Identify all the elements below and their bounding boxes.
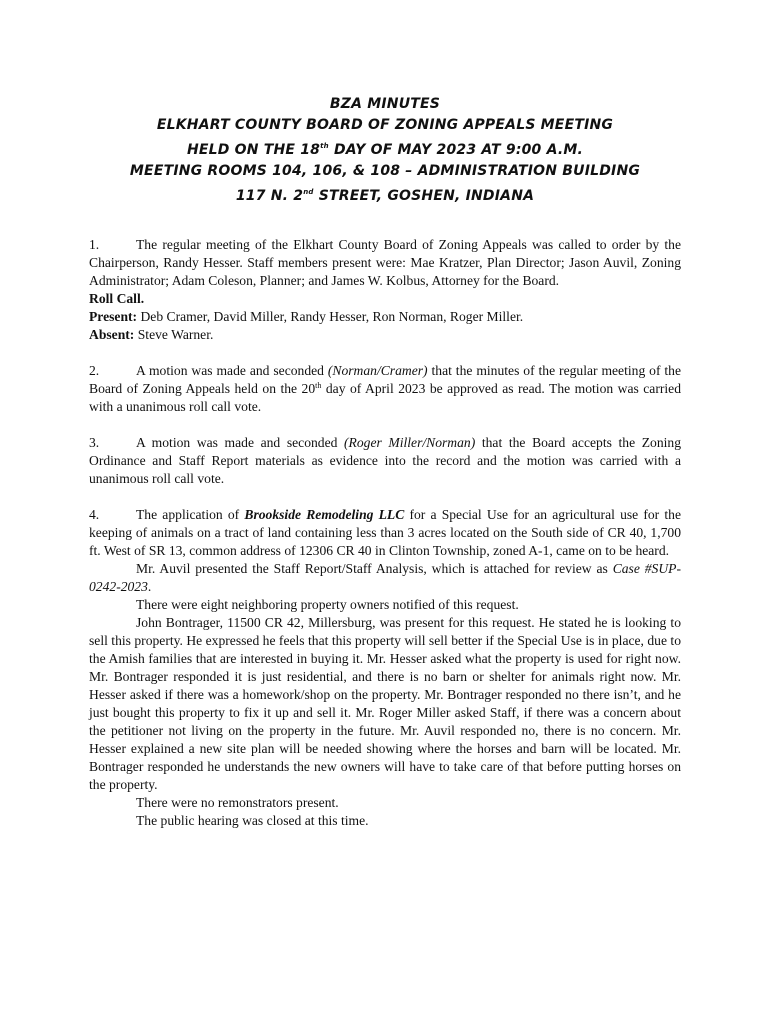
item-2-paragraph xyxy=(89,362,681,416)
header-date-post: DAY OF MAY 2023 AT 9:00 A.M. xyxy=(328,142,584,158)
item-4-paragraph xyxy=(89,506,681,560)
absent-names: Steve Warner. xyxy=(134,327,214,342)
item-2-movers: (Norman/Cramer) xyxy=(327,363,428,378)
item-2-sup: th xyxy=(315,381,322,390)
testimony-paragraph: John Bontrager, 11500 CR 42, Millersburg, was present for this request. He stated he is looking to sell this property. He expressed he feels that this property will sell better if the Special Use is in place, due to the Amish families that are interested in buying it. Mr. Hesser asked what the property is used for right now. Mr. Bontrager responded it is just residential, and there is no barn or shelter for animals right now. Mr. Hesser asked if there was a homework/shop on the property. Mr. Bontrager responded no there isn’t, and he just bought this property to fix it up and sell it. Mr. Roger Miller asked Staff, if there was a concern about the petitioner not living on the property in the future. Mr. Auvil responded no, there is no concern. Mr. Hesser explained a new site plan will be needed showing where the horses and barn will be located. Mr. Bontrager responded he understands the new owners will have to take care of that before putting horses on the property. xyxy=(89,615,681,792)
item-3-text-post: that the Board accepts the Zoning Ordinance and Staff Report materials as evidence into the record and the motion was carried with a unanimous roll call vote. xyxy=(89,435,681,486)
item-1-text: The regular meeting of the Elkhart County Board of Zoning Appeals was called to order by the Chairperson, Randy Hesser. Staff members present were: Mae Kratzer, Plan Director; Jason Auvil, Zoning Administrator; Adam Coleson, Planner; and James W. Kolbus, Attorney for the Board. xyxy=(89,237,681,288)
item-2-text-post: day of April 2023 be approved as read. The motion was carried with a unanimous roll call vote. xyxy=(89,381,681,414)
item-2-text-pre: A motion was made and seconded xyxy=(136,363,328,378)
item-4-number: 4. xyxy=(89,507,100,522)
staff-report-paragraph xyxy=(89,560,681,596)
header-title: BZA MINUTES xyxy=(329,96,441,112)
header-address-sup: nd xyxy=(303,188,314,196)
staff-report-end: . xyxy=(147,579,152,594)
item-3-number: 3. xyxy=(89,435,100,450)
header-address xyxy=(60,182,710,207)
header-address-pre: 117 N. 2 xyxy=(235,188,304,204)
minutes-body xyxy=(89,236,681,830)
roll-call-label: Roll Call. xyxy=(89,291,145,306)
notification-paragraph: There were eight neighboring property owners notified of this request. xyxy=(136,597,519,612)
item-1-paragraph xyxy=(89,236,681,290)
roll-call-heading xyxy=(89,290,681,308)
header-date xyxy=(60,136,710,161)
item-3-movers: (Roger Miller/Norman) xyxy=(344,435,476,450)
item-3-paragraph xyxy=(89,434,681,488)
item-4-text-pre: The application of xyxy=(136,507,245,522)
case-number: Case #SUP-0242-2023 xyxy=(89,561,681,594)
item-4-text-post: for a Special Use for an agricultural use for the keeping of animals on a tract of land containing less than 3 acres located on the South side of CR 40, 1,700 ft. West of SR 13, common address of 12306 CR 40 in Clinton Township, zoned A-1, came on to be heard. xyxy=(89,507,681,558)
present-line xyxy=(89,308,681,326)
absent-label: Absent: xyxy=(89,327,135,342)
header-date-sup: th xyxy=(320,142,329,150)
present-names: Deb Cramer, David Miller, Randy Hesser, Ron Norman, Roger Miller. xyxy=(137,309,524,324)
absent-line xyxy=(89,326,681,344)
item-4-applicant: Brookside Remodeling LLC xyxy=(244,507,405,522)
item-3-text-pre: A motion was made and seconded xyxy=(136,435,345,450)
item-1-number: 1. xyxy=(89,237,100,252)
header-board: ELKHART COUNTY BOARD OF ZONING APPEALS MEETING xyxy=(156,117,614,133)
hearing-closed-paragraph: The public hearing was closed at this time. xyxy=(136,813,369,828)
minutes-header xyxy=(60,94,710,207)
header-location: MEETING ROOMS 104, 106, & 108 – ADMINISTRATION BUILDING xyxy=(129,163,641,179)
item-2-number: 2. xyxy=(89,363,100,378)
header-date-pre: HELD ON THE 18 xyxy=(186,142,321,158)
remonstrators-paragraph: There were no remonstrators present. xyxy=(136,795,339,810)
item-2-text-mid: that the minutes of the regular meeting of the Board of Zoning Appeals held on the 20 xyxy=(89,363,682,396)
present-label: Present: xyxy=(89,309,138,324)
staff-report-text: Mr. Auvil presented the Staff Report/Staff Analysis, which is attached for review as xyxy=(136,561,613,576)
header-address-post: STREET, GOSHEN, INDIANA xyxy=(313,188,535,204)
